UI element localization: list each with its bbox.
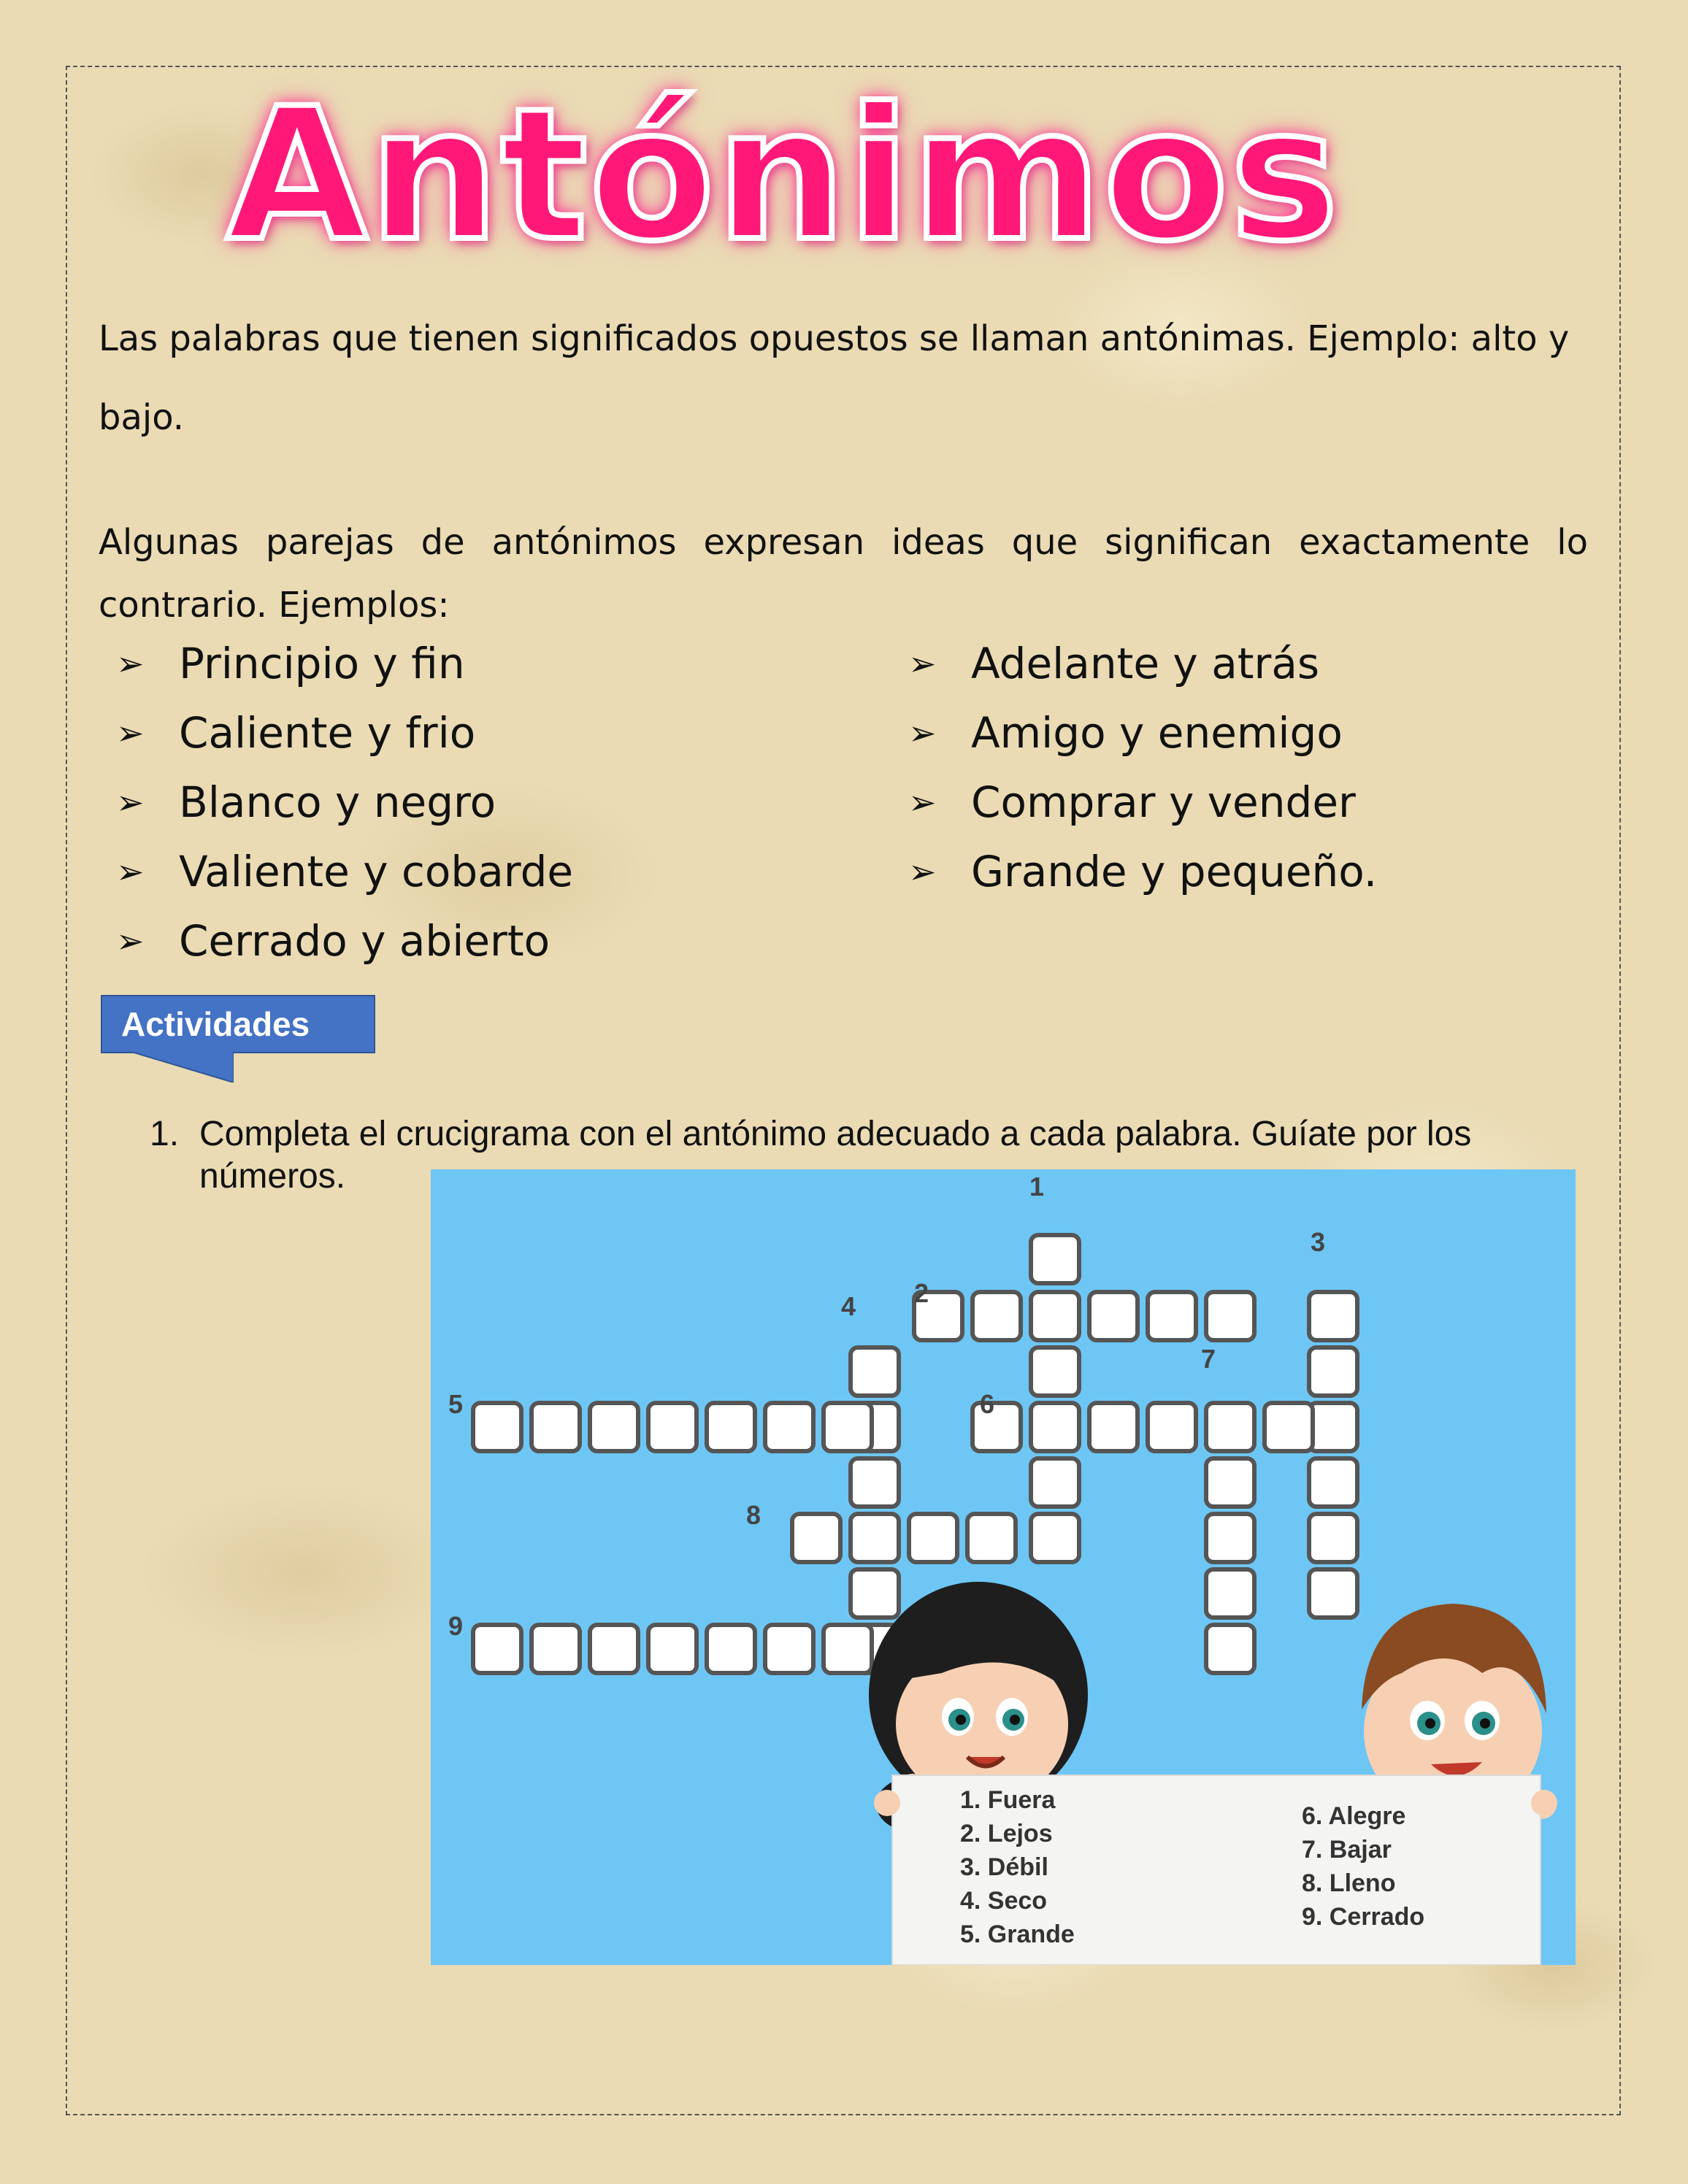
crossword-cell: [1206, 1403, 1254, 1451]
crossword-cell: [1031, 1292, 1079, 1340]
clue-left-3: 3. Débil: [960, 1853, 1048, 1881]
clue-right-8: 8. Lleno: [1302, 1869, 1396, 1897]
crossword-cell: [1206, 1625, 1254, 1673]
list-item: ➢ Grande y pequeño.: [891, 837, 1377, 907]
clue-number-6: 6: [980, 1389, 995, 1419]
crossword-cell: [1309, 1347, 1357, 1396]
arrow-bullet-icon: ➢: [908, 713, 937, 753]
clue-number-2: 2: [914, 1278, 929, 1308]
page-title: Antónimos: [226, 69, 1340, 281]
arrow-bullet-icon: ➢: [116, 921, 145, 961]
crossword-cell: [1206, 1458, 1254, 1507]
crossword-cell: [1206, 1292, 1254, 1340]
crossword-cell: [851, 1347, 899, 1396]
clue-number-9: 9: [448, 1611, 464, 1641]
clue-number-1: 1: [1029, 1172, 1045, 1201]
crossword-cell: [1089, 1292, 1138, 1340]
crossword-cell: [1031, 1403, 1079, 1451]
list-item: ➢ Comprar y vender: [891, 768, 1377, 837]
activity-number: 1.: [150, 1115, 180, 1153]
crossword-cell: [1031, 1235, 1079, 1283]
clue-number-8: 8: [746, 1500, 761, 1530]
crossword-cell: [851, 1514, 899, 1562]
arrow-bullet-icon: ➢: [116, 852, 145, 891]
crossword-cell: [1265, 1403, 1313, 1451]
crossword-cell: [1309, 1569, 1357, 1618]
crossword-cell: [765, 1403, 813, 1451]
activities-callout: Actividades: [101, 995, 375, 1053]
crossword-cell: [473, 1403, 521, 1451]
clue-number-3: 3: [1311, 1227, 1326, 1257]
crossword-cell: [648, 1403, 697, 1451]
crossword-cell: [1031, 1347, 1079, 1396]
clue-left-4: 4. Seco: [960, 1887, 1048, 1915]
crossword-cell: [590, 1625, 638, 1673]
crossword-cell: [765, 1625, 813, 1673]
list-item: ➢ Cerrado y abierto: [99, 907, 573, 976]
crossword-cell: [707, 1403, 755, 1451]
crossword-cell: [590, 1403, 638, 1451]
crossword-cell: [824, 1625, 872, 1673]
clue-right-7: 7. Bajar: [1302, 1836, 1392, 1864]
list-item: ➢ Blanco y negro: [99, 768, 573, 837]
clue-right-9: 9. Cerrado: [1302, 1903, 1425, 1931]
crossword-cell: [532, 1625, 580, 1673]
crossword-cell: [1309, 1403, 1357, 1451]
crossword-cell: [967, 1514, 1016, 1562]
arrow-bullet-icon: ➢: [116, 644, 145, 683]
crossword-cell: [972, 1292, 1021, 1340]
arrow-bullet-icon: ➢: [908, 852, 937, 891]
crossword-cell: [707, 1625, 755, 1673]
clue-left-1: 1. Fuera: [960, 1786, 1056, 1814]
crossword-cell: [1148, 1403, 1196, 1451]
crossword-cell: [473, 1625, 521, 1673]
crossword-cell: [1206, 1514, 1254, 1562]
list-item: ➢ Principio y fin: [99, 629, 573, 699]
arrow-bullet-icon: ➢: [908, 783, 937, 822]
clue-left-2: 2. Lejos: [960, 1820, 1053, 1847]
crossword-cell: [648, 1625, 697, 1673]
crossword-cell: [1309, 1514, 1357, 1562]
clue-number-5: 5: [448, 1389, 464, 1419]
examples-list-left: [99, 629, 573, 976]
arrow-bullet-icon: ➢: [908, 644, 937, 683]
examples-paragraph: Algunas parejas de antónimos expresan ideas que significan exactamente lo contrario. Ejemplos:: [99, 522, 1588, 626]
crossword-cell: [1309, 1292, 1357, 1340]
list-item: ➢ Amigo y enemigo: [891, 699, 1377, 768]
crossword-cell: [1309, 1458, 1357, 1507]
crossword-cell: [1031, 1514, 1079, 1562]
clue-left-5: 5. Grande: [960, 1920, 1075, 1948]
clue-right-6: 6. Alegre: [1302, 1802, 1406, 1830]
arrow-bullet-icon: ➢: [116, 783, 145, 822]
crossword-cell: [1031, 1458, 1079, 1507]
crossword-cell: [1089, 1403, 1138, 1451]
arrow-bullet-icon: ➢: [116, 713, 145, 753]
examples-list-right: [891, 629, 1377, 907]
crossword-puzzle: [431, 1169, 1576, 1965]
clue-number-7: 7: [1201, 1344, 1216, 1374]
list-item: ➢ Caliente y frio: [99, 699, 573, 768]
activity-text: Completa el crucigrama con el antónimo adecuado a cada palabra. Guíate por los números.: [199, 1115, 1472, 1196]
crossword-cell: [851, 1569, 899, 1618]
clue-number-4: 4: [841, 1291, 856, 1321]
crossword-cell: [792, 1514, 840, 1562]
crossword-cell: [824, 1403, 872, 1451]
crossword-cell: [851, 1458, 899, 1507]
crossword-cell: [1206, 1569, 1254, 1618]
list-item: ➢ Valiente y cobarde: [99, 837, 573, 907]
list-item: ➢ Adelante y atrás: [891, 629, 1377, 699]
callout-tail-icon: [131, 1052, 234, 1083]
crossword-cell: [909, 1514, 957, 1562]
intro-paragraph: Las palabras que tienen significados opuestos se llaman antónimas. Ejemplo: alto y bajo.: [99, 318, 1570, 438]
crossword-cell: [1148, 1292, 1196, 1340]
crossword-cell: [532, 1403, 580, 1451]
